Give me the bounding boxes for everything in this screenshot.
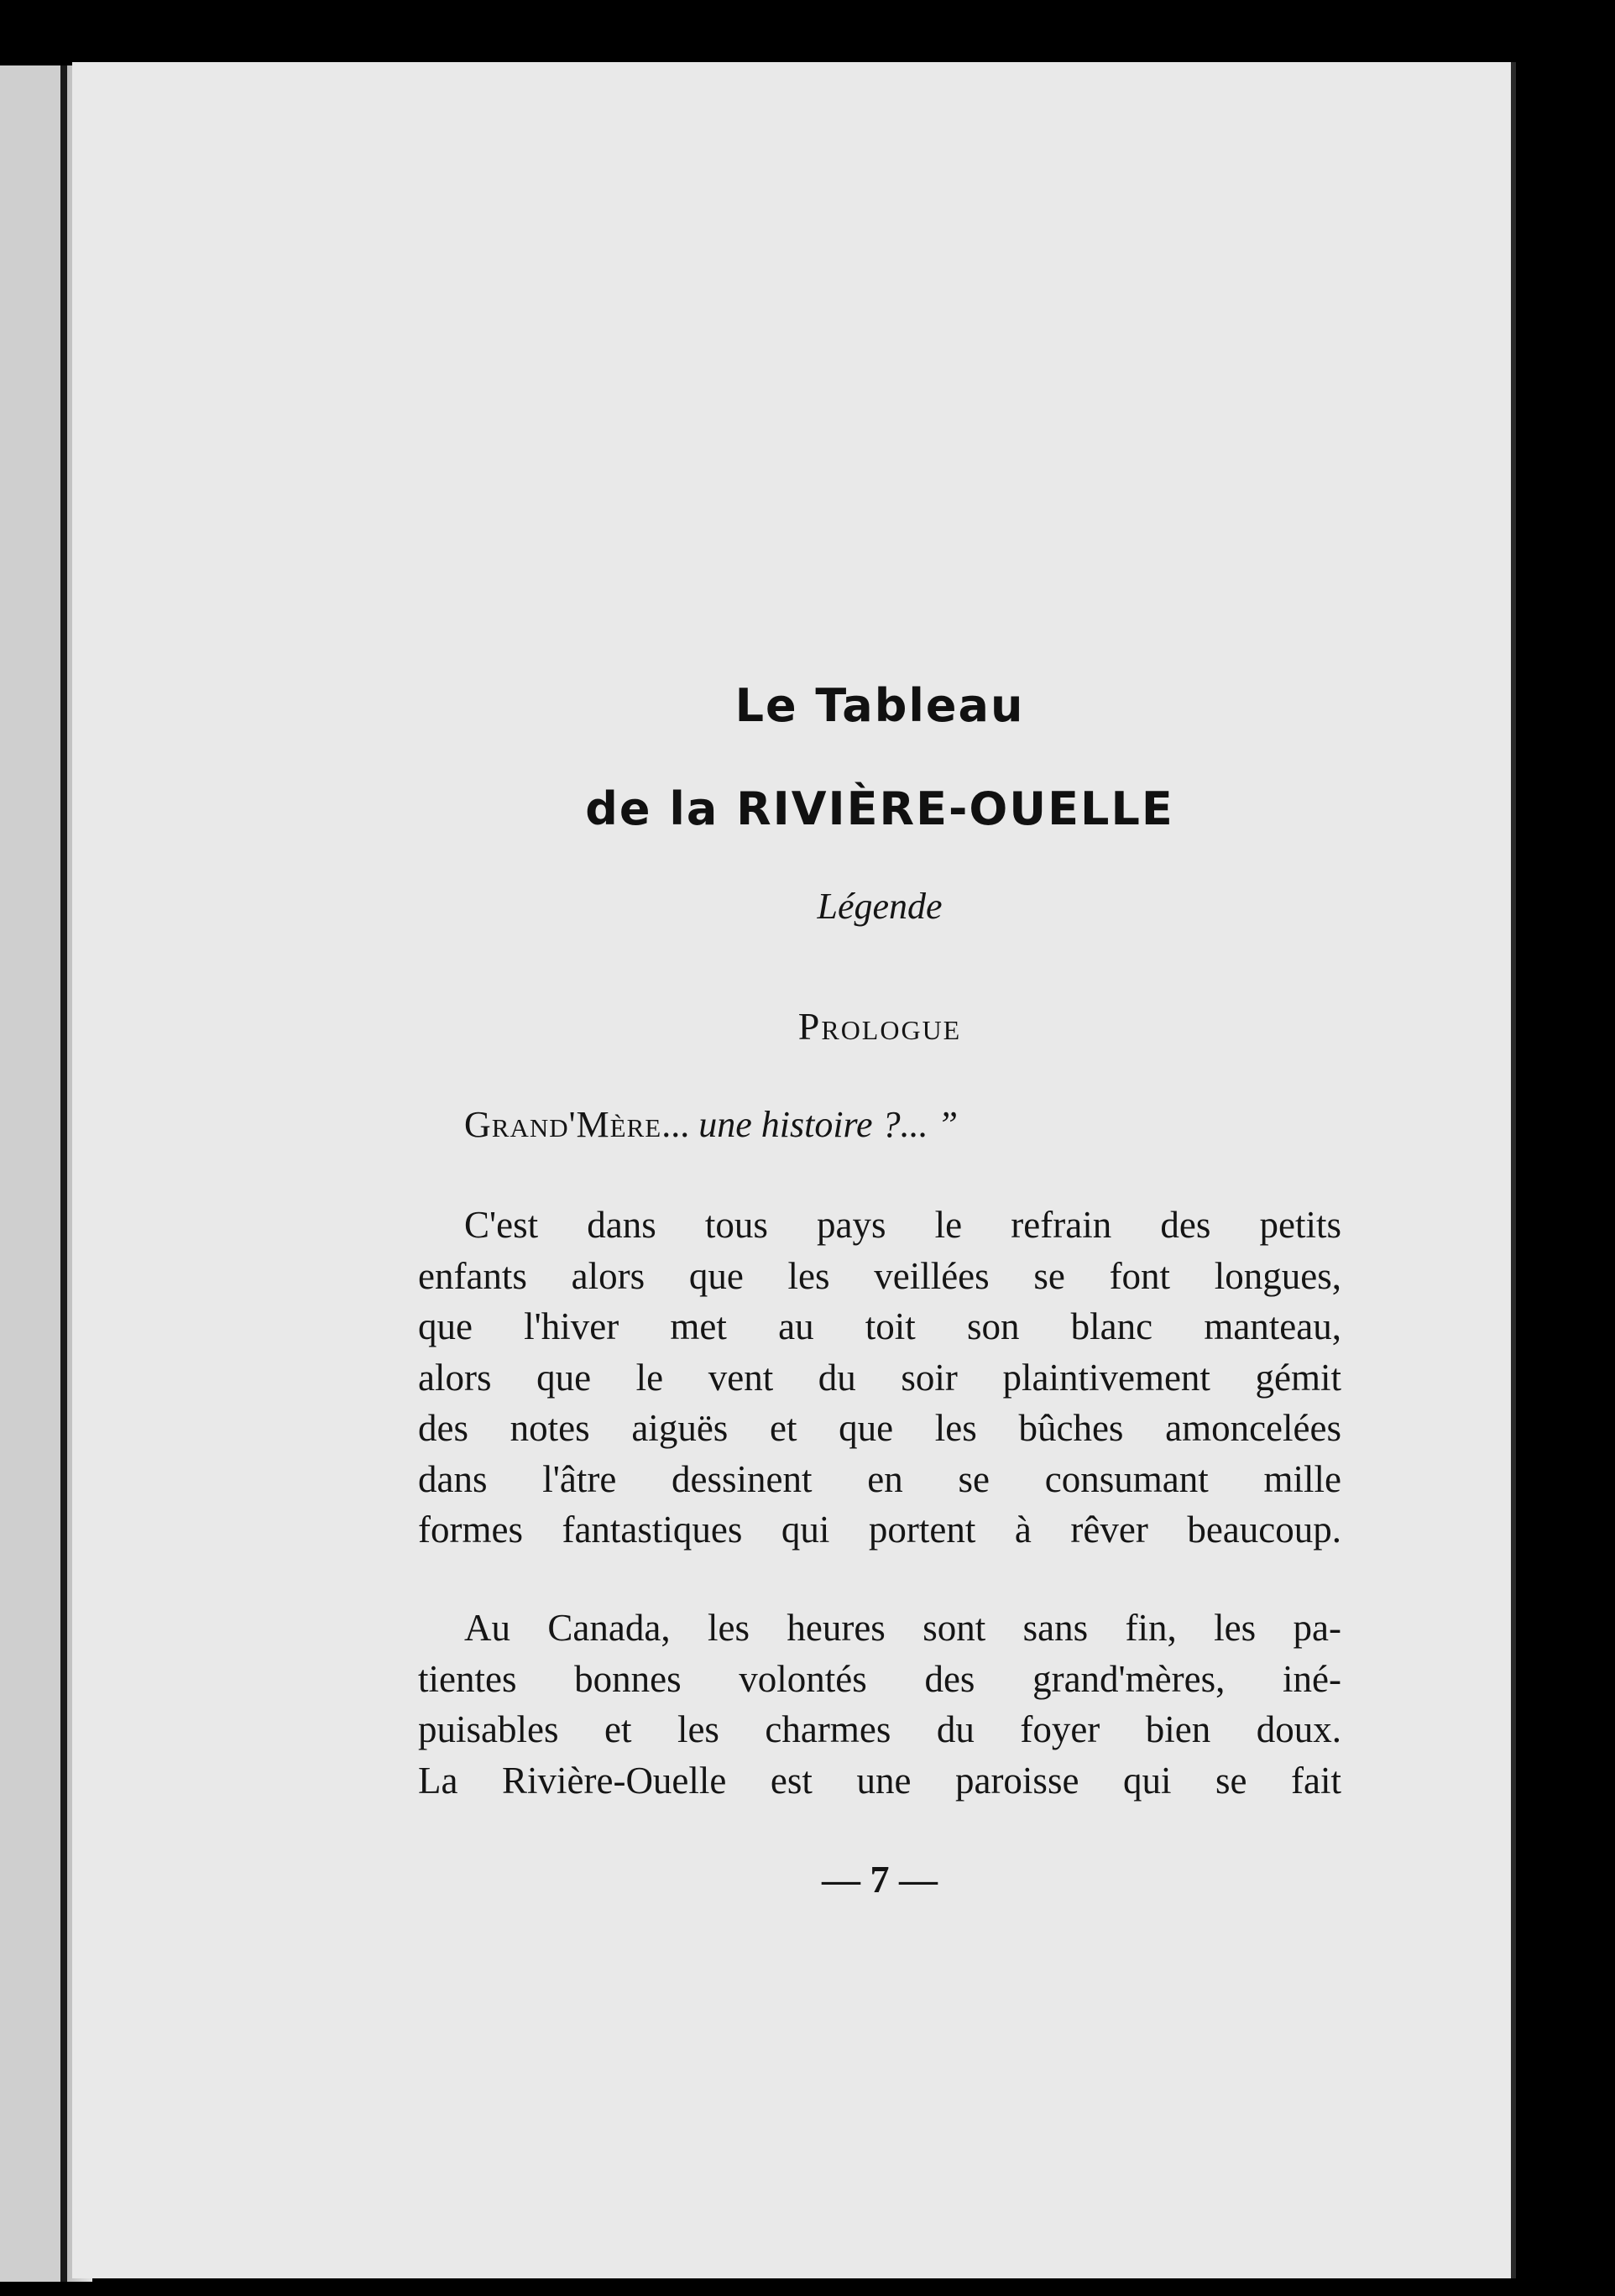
left-page-edge (0, 65, 65, 2282)
paragraph-line: formes fantastiques qui portent à rêver beaucoup. (418, 1509, 1341, 1551)
paragraph-line: alors que le vent du soir plaintivement gémit (418, 1356, 1341, 1399)
paragraph-1 (418, 1200, 1341, 1556)
title-line-2: de la RIVIÈRE-OUELLE (585, 782, 1174, 835)
page-number: — 7 — (822, 1858, 938, 1901)
section-heading: Prologue (797, 1005, 962, 1048)
opening-quote: une histoire ?... ” (698, 1104, 959, 1145)
book-page (72, 62, 1511, 2278)
opening-speaker: Grand'Mère (464, 1104, 662, 1145)
paragraph-line: C'est dans tous pays le refrain des petits (464, 1204, 1341, 1246)
paragraph-line: Au Canada, les heures sont sans fin, les pa- (464, 1607, 1341, 1649)
binding-line (60, 65, 67, 2282)
paragraph-2 (418, 1603, 1341, 1806)
paragraph-line: dans l'âtre dessinent en se consumant mille (418, 1457, 1341, 1500)
opening-dots: ... (661, 1104, 699, 1145)
paragraph-line: que l'hiver met au toit son blanc manteau, (418, 1305, 1341, 1347)
right-page-edge (1511, 62, 1516, 2278)
paragraph-line: La Rivière-Ouelle est une paroisse qui se fait (418, 1759, 1341, 1802)
paragraph-line: puisables et les charmes du foyer bien doux. (418, 1708, 1341, 1750)
paragraph-line: tientes bonnes volontés des grand'mères, iné- (418, 1657, 1341, 1700)
paragraph-line: des notes aiguës et que les bûches amoncelées (418, 1407, 1341, 1449)
opening-line (464, 1103, 1346, 1146)
subtitle: Légende (817, 886, 943, 927)
paragraph-line: enfants alors que les veillées se font longues, (418, 1254, 1341, 1297)
title-line-1: Le Tableau (734, 679, 1025, 732)
